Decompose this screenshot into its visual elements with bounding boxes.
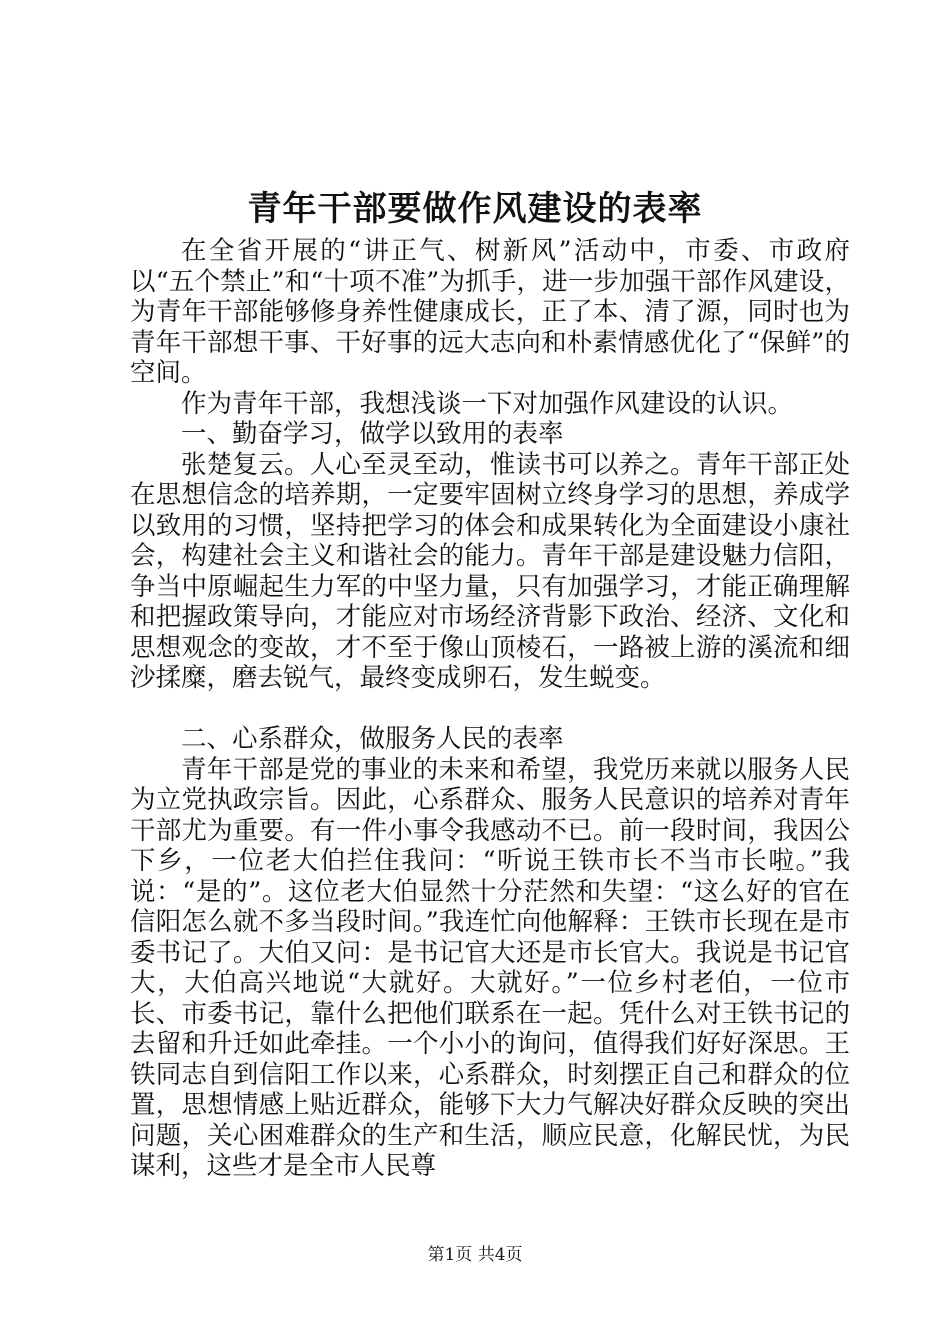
paragraph-masses: 青年干部是党的事业的未来和希望，我党历来就以服务人民为立党执政宗旨。因此，心系群众、服务人民意识的培养对青年干部尤为重要。有一件小事令我感动不已。前一段时间，我因公下乡，一位老大伯拦住我问：“听说王铁市长不当市长啦。”我说：“是的”。这位老大伯显然十分茫然和失望：“这么好的官在信阳怎么就不多当段时间。”我连忙向他解释：王铁市长现在是市委书记了。大伯又问：是书记官大还是市长官大。我说是书记官大，大伯高兴地说“大就好。大就好。”一位乡村老伯，一位市长、市委书记，靠什么把他们联系在一起。凭什么对王铁书记的去留和升迁如此牵挂。一个小小的询问，值得我们好好深思。王铁同志自到信阳工作以来，心系群众，时刻摆正自己和群众的位置，思想情感上贴近群众，能够下大力气解决好群众反映的突出问题，关心困难群众的生产和生活，顺应民意，化解民忧，为民谋利，这些才是全市人民尊	[130, 754, 850, 1181]
paragraph-intro: 在全省开展的“讲正气、树新风”活动中，市委、市政府以“五个禁止”和“十项不准”为抓手，进一步加强干部作风建设，为青年干部能够修身养性健康成长，正了本、清了源，同时也为青年干部想干事、干好事的远大志向和朴素情感优化了“保鲜”的空间。	[130, 236, 850, 388]
document-body	[130, 236, 850, 1182]
section-heading-study: 一、勤奋学习，做学以致用的表率	[181, 419, 564, 449]
section-heading-masses: 二、心系群众，做服务人民的表率	[181, 724, 564, 754]
document-title: 青年干部要做作风建设的表率	[247, 189, 703, 229]
page-number: 第1页 共4页	[427, 1245, 523, 1265]
paragraph-study: 张楚复云。人心至灵至动，惟读书可以养之。青年干部正处在思想信念的培养期，一定要牢固树立终身学习的思想，养成学以致用的习惯，坚持把学习的体会和成果转化为全面建设小康社会，构建社会主义和谐社会的能力。青年干部是建设魅力信阳，争当中原崛起生力军的中坚力量，只有加强学习，才能正确理解和把握政策导向，才能应对市场经济背影下政治、经济、文化和思想观念的变故，才不至于像山顶棱石，一路被上游的溪流和细沙揉糜，磨去锐气，最终变成卵石，发生蜕变。	[130, 449, 850, 693]
paragraph-purpose: 作为青年干部，我想浅谈一下对加强作风建设的认识。	[181, 388, 794, 419]
